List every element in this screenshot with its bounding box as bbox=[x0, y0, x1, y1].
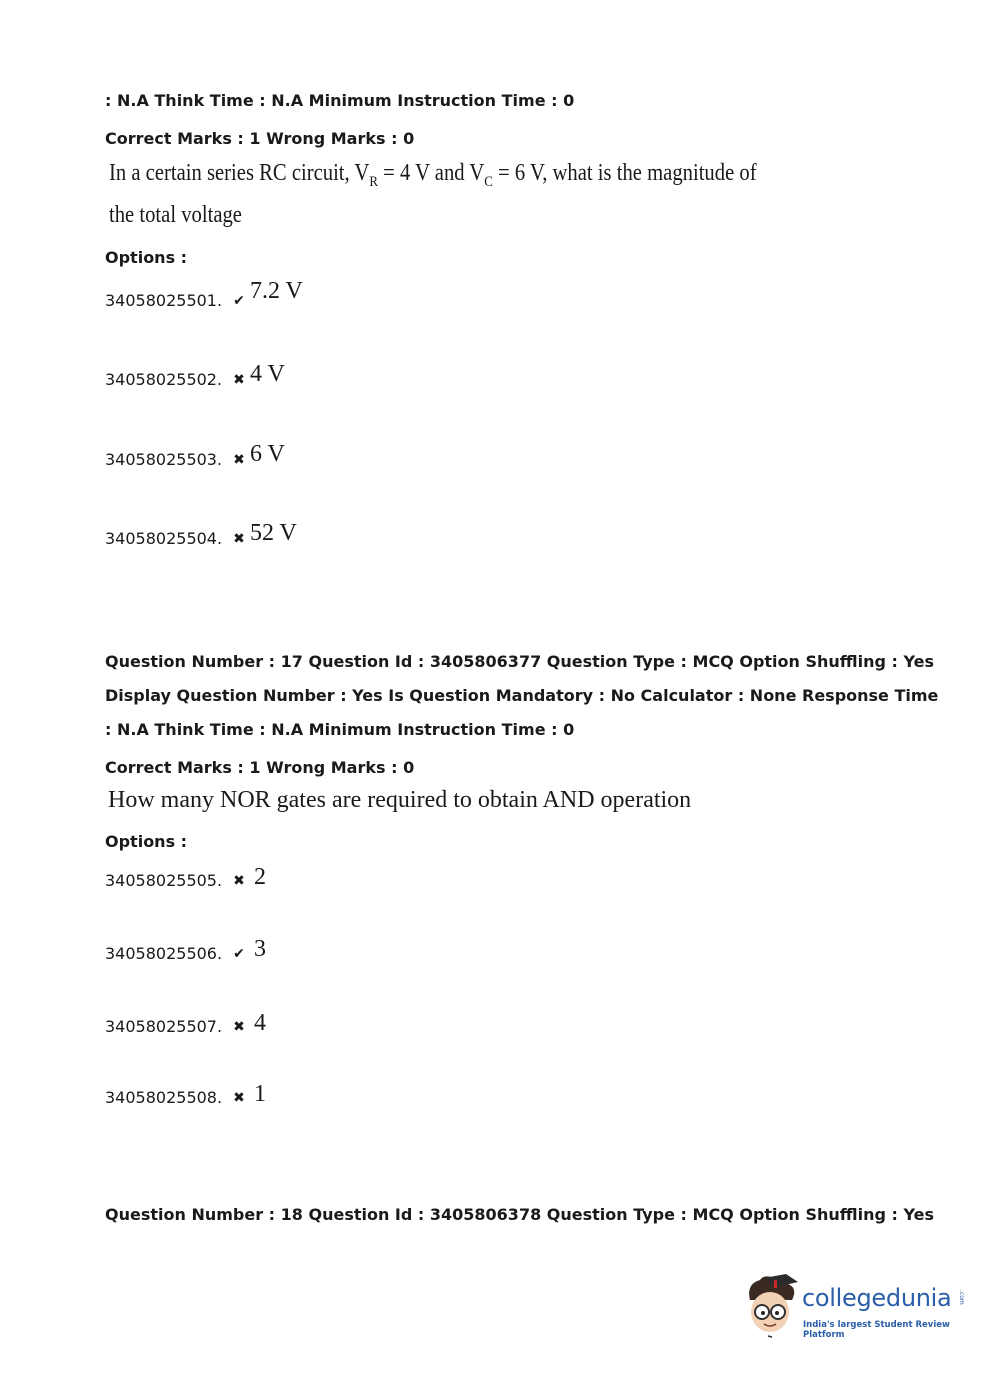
brand-tagline: India's largest Student Review Platform bbox=[803, 1320, 950, 1340]
q16-marks: Correct Marks : 1 Wrong Marks : 0 bbox=[105, 129, 415, 148]
cross-icon: ✖ bbox=[233, 531, 245, 547]
q17-meta-line1: Question Number : 17 Question Id : 3405806377 Question Type : MCQ Option Shuffling : Yes bbox=[105, 652, 935, 671]
option-id: 34058025501. bbox=[105, 291, 223, 310]
option-value: 3 bbox=[253, 936, 266, 962]
option-value: 1 bbox=[253, 1081, 266, 1107]
option-value: 7.2 V bbox=[249, 278, 303, 304]
q17-meta-line2: Display Question Number : Yes Is Question Mandatory : No Calculator : None Response Time bbox=[105, 686, 939, 705]
option-value: 6 V bbox=[249, 441, 285, 467]
q17-option-4 bbox=[105, 1083, 266, 1110]
option-id: 34058025504. bbox=[105, 529, 223, 548]
q16-option-3 bbox=[105, 441, 285, 472]
q16-option-1 bbox=[105, 278, 303, 313]
q16-options-label: Options : bbox=[105, 248, 188, 267]
q18-meta-line1: Question Number : 18 Question Id : 3405806378 Question Type : MCQ Option Shuffling : Yes bbox=[105, 1205, 935, 1224]
option-id: 34058025502. bbox=[105, 370, 223, 389]
q17-marks: Correct Marks : 1 Wrong Marks : 0 bbox=[105, 758, 415, 777]
option-id: 34058025505. bbox=[105, 871, 223, 890]
q16-question-text: In a certain series RC circuit, $V_R = 4$ V and $V_C = 6$ V, what is the magnitude of bbox=[109, 160, 757, 190]
cross-icon: ✖ bbox=[233, 873, 245, 889]
cross-icon: ✖ bbox=[233, 1019, 245, 1035]
brand-dotcom: .com bbox=[958, 1290, 965, 1305]
cross-icon: ✖ bbox=[233, 372, 245, 388]
mascot-icon bbox=[742, 1274, 800, 1342]
q16-option-2 bbox=[105, 361, 285, 392]
option-value: 52 V bbox=[249, 520, 297, 546]
check-icon: ✔ bbox=[233, 946, 245, 962]
q17-option-1 bbox=[105, 866, 266, 893]
q17-option-3 bbox=[105, 1012, 266, 1039]
brand-name: collegedunia bbox=[802, 1284, 952, 1312]
q16-option-4 bbox=[105, 520, 297, 551]
option-id: 34058025506. bbox=[105, 944, 223, 963]
check-icon: ✔ bbox=[233, 293, 245, 309]
cross-icon: ✖ bbox=[233, 452, 245, 468]
cross-icon: ✖ bbox=[233, 1090, 245, 1106]
option-value: 4 bbox=[253, 1010, 266, 1036]
option-value: 2 bbox=[253, 864, 266, 890]
option-id: 34058025508. bbox=[105, 1088, 223, 1107]
collegedunia-logo bbox=[742, 1274, 972, 1344]
q17-option-2 bbox=[105, 936, 266, 966]
q16-meta-line: : N.A Think Time : N.A Minimum Instruction Time : 0 bbox=[105, 91, 575, 110]
option-id: 34058025507. bbox=[105, 1017, 223, 1036]
q16-question-text-line2: the total voltage bbox=[109, 202, 242, 228]
option-id: 34058025503. bbox=[105, 450, 223, 469]
option-value: 4 V bbox=[249, 361, 285, 387]
q17-question-text: How many NOR gates are required to obtain AND operation bbox=[108, 787, 692, 813]
q17-meta-line3: : N.A Think Time : N.A Minimum Instruction Time : 0 bbox=[105, 720, 575, 739]
q17-options-label: Options : bbox=[105, 832, 188, 851]
